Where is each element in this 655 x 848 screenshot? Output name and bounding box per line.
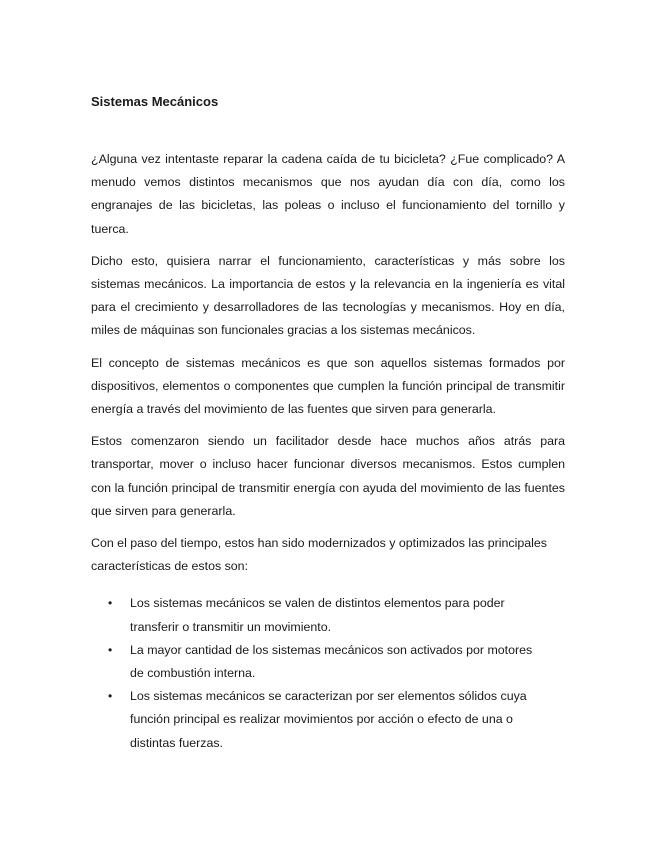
list-item: [91, 639, 565, 685]
paragraph-purpose: Dicho esto, quisiera narrar el funcionamiento, características y más sobre los sistemas mecánicos. La importancia de estos y la relevancia en la ingeniería es vital para el crecimiento y desarrolladores de las tecnologías y mecanismos. Hoy en día, miles de máquinas son funcionales gracias a los sistemas mecánicos.: [91, 253, 565, 338]
list-item-text: Los sistemas mecánicos se valen de distintos elementos para poder transferir o transmitir un movimiento.: [130, 596, 505, 634]
list-item: [91, 685, 565, 755]
bullet-icon: •: [108, 596, 113, 611]
bullet-icon: •: [108, 642, 113, 657]
list-item: [91, 592, 565, 638]
characteristics-list: [91, 592, 565, 754]
paragraph-concept: El concepto de sistemas mecánicos es que son aquellos sistemas formados por dispositivos, elementos o componentes que cumplen la función principal de transmitir energía a través del movimiento de las fuentes que sirven para generarla.: [91, 355, 565, 417]
list-item-text: La mayor cantidad de los sistemas mecánicos son activados por motores de combustión interna.: [130, 642, 533, 681]
paragraph-intro: ¿Alguna vez intentaste reparar la cadena caída de tu bicicleta? ¿Fue complicado? A menudo vemos distintos mecanismos que nos ayudan día con día, como los engranajes de las bicicletas, las poleas o incluso el funcionamiento del tornillo y tuerca.: [91, 152, 565, 236]
list-item-text: Los sistemas mecánicos se caracterizan por ser elementos sólidos cuya función principal es realizar movimientos por acción o efecto de una o distintas fuerzas.: [130, 689, 527, 750]
paragraph-history: Estos comenzaron siendo un facilitador desde hace muchos años atrás para transportar, mover o incluso hacer funcionar diversos mecanismos. Estos cumplen con la función principal de transmitir energía con ayuda del movimiento de las fuentes que sirven para generarla.: [91, 434, 565, 518]
paragraph-characteristics-intro: Con el paso del tiempo, estos han sido modernizados y optimizados las principales características de estos son:: [91, 536, 547, 574]
document-title: Sistemas Mecánicos: [91, 94, 219, 109]
document-content: [91, 93, 565, 755]
bullet-icon: •: [108, 689, 113, 704]
